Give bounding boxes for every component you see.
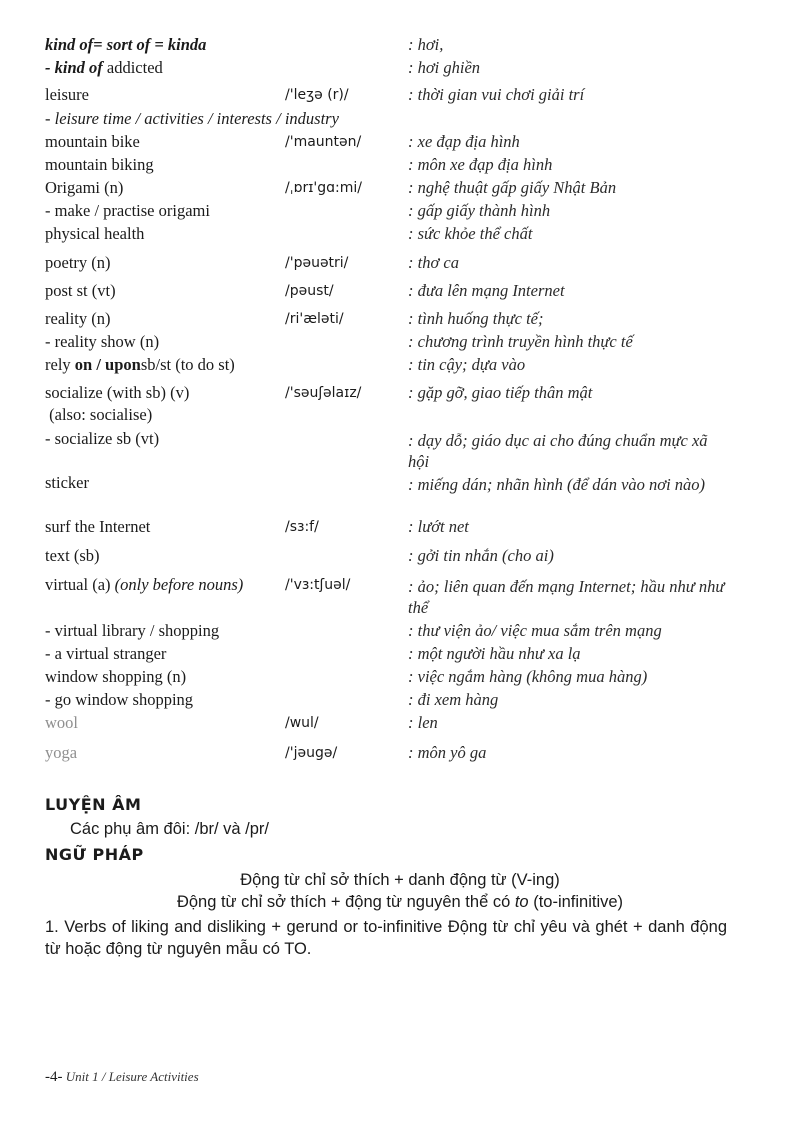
vocab-term: yoga — [45, 743, 78, 762]
vocab-ipa: /'jəugə/ — [285, 745, 338, 761]
vocab-term: wool — [45, 713, 78, 732]
vocab-meaning: : gởi tin nhắn (cho ai) — [408, 546, 554, 565]
vocab-meaning: : việc ngắm hàng (không mua hàng) — [408, 667, 648, 686]
vocab-term: mountain biking — [45, 155, 154, 174]
vocab-ipa: /'səuʃəlaɪz/ — [285, 385, 362, 401]
vocab-term: poetry (n) — [45, 253, 111, 272]
vocab-term: text (sb) — [45, 546, 100, 565]
vocab-ipa: /ri'æləti/ — [285, 311, 344, 327]
vocab-term: rely on / uponsb/st (to do st) — [45, 355, 235, 374]
vocab-term: reality (n) — [45, 309, 111, 328]
vocab-meaning: : dạy dỗ; giáo dục ai cho đúng chuẩn mực xã hội — [408, 431, 708, 471]
vocab-term: virtual (a) (only before nouns) — [45, 575, 244, 594]
page-footer — [45, 1069, 199, 1086]
vocab-ipa: /pəust/ — [285, 283, 334, 299]
vocab-ipa: /sɜ:f/ — [285, 519, 319, 535]
vocab-term: - socialize sb (vt) — [45, 429, 160, 448]
vocab-term: window shopping (n) — [45, 667, 187, 686]
page-number: -4- — [45, 1069, 63, 1085]
vocab-meaning: : gấp giấy thành hình — [408, 201, 551, 220]
vocab-term: - go window shopping — [45, 690, 194, 709]
vocab-meaning: : sức khỏe thể chất — [408, 224, 533, 243]
vocab-term: (also: socialise) — [45, 405, 153, 424]
vocab-meaning: : đi xem hàng — [408, 690, 499, 709]
vocab-term: kind of= sort of = kinda — [45, 35, 207, 54]
vocab-meaning: : lướt net — [408, 517, 469, 536]
vocab-meaning: : miếng dán; nhãn hình (để dán vào nơi nào) — [408, 475, 706, 494]
vocab-meaning: : tình huống thực tế; — [408, 309, 544, 328]
vocab-term: - virtual library / shopping — [45, 621, 220, 640]
grammar-paragraph: 1. Verbs of liking and disliking + gerund or to-infinitive Động từ chỉ yêu và ghét + danh động từ hoặc động từ nguyên mẫu có TO. — [45, 918, 727, 958]
vocab-ipa: /wul/ — [285, 715, 319, 731]
vocab-meaning: : tin cậy; dựa vào — [408, 355, 526, 374]
vocab-term: post st (vt) — [45, 281, 116, 300]
grammar-rule-2: Động từ chỉ sở thích + động từ nguyên thể có to (to-infinitive) — [176, 893, 624, 911]
vocab-meaning: : ảo; liên quan đến mạng Internet; hầu như như thể — [408, 577, 725, 617]
vocab-meaning: : thời gian vui chơi giải trí — [408, 85, 585, 104]
vocab-meaning: : xe đạp địa hình — [408, 132, 520, 151]
unit-title: Unit 1 / Leisure Activities — [65, 1069, 199, 1084]
vocab-ipa: /'mauntən/ — [285, 134, 362, 150]
vocab-term: leisure — [45, 85, 89, 104]
vocab-term: mountain bike — [45, 132, 140, 151]
vocab-ipa: /'leʒə (r)/ — [285, 87, 349, 103]
vocab-meaning: : thơ ca — [408, 253, 459, 272]
vocab-term: - make / practise origami — [45, 201, 210, 220]
vocab-ipa: /'vɜ:tʃuəl/ — [285, 577, 351, 593]
vocab-meaning: : một người hầu như xa lạ — [408, 644, 581, 663]
vocab-meaning: : hơi, — [408, 35, 444, 54]
vocab-term: - a virtual stranger — [45, 644, 167, 663]
vocab-term: - kind of addicted — [45, 58, 163, 77]
vocab-term: - leisure time / activities / interests / industry — [45, 109, 339, 128]
grammar-rule-1: Động từ chỉ sở thích + danh động từ (V-ing) — [240, 871, 560, 889]
grammar-heading: NGỮ PHÁP — [45, 845, 144, 864]
vocab-term: physical health — [45, 224, 145, 243]
vocab-term: Origami (n) — [45, 178, 124, 197]
vocab-meaning: : môn yô ga — [408, 743, 487, 762]
vocab-meaning: : nghệ thuật gấp giấy Nhật Bản — [408, 178, 617, 197]
vocab-meaning: : len — [408, 713, 438, 732]
vocab-term: socialize (with sb) (v) — [45, 383, 190, 402]
vocab-ipa: /ˌɒrɪ'gɑ:mi/ — [285, 180, 362, 196]
vocab-meaning: : thư viện ảo/ việc mua sắm trên mạng — [408, 621, 662, 640]
vocab-term: sticker — [45, 473, 89, 492]
vocab-meaning: : đưa lên mạng Internet — [408, 281, 565, 300]
vocab-meaning: : gặp gỡ, giao tiếp thân mật — [408, 383, 593, 402]
pronunciation-heading: LUYỆN ÂM — [45, 795, 142, 814]
vocab-term: - reality show (n) — [45, 332, 160, 351]
vocab-meaning: : hơi ghiền — [408, 58, 481, 77]
vocab-meaning: : môn xe đạp địa hình — [408, 155, 553, 174]
vocab-term: surf the Internet — [45, 517, 151, 536]
vocab-ipa: /'pəuətri/ — [285, 255, 349, 271]
pronunciation-text: Các phụ âm đôi: /br/ và /pr/ — [70, 820, 270, 838]
vocab-meaning: : chương trình truyền hình thực tế — [408, 332, 633, 351]
